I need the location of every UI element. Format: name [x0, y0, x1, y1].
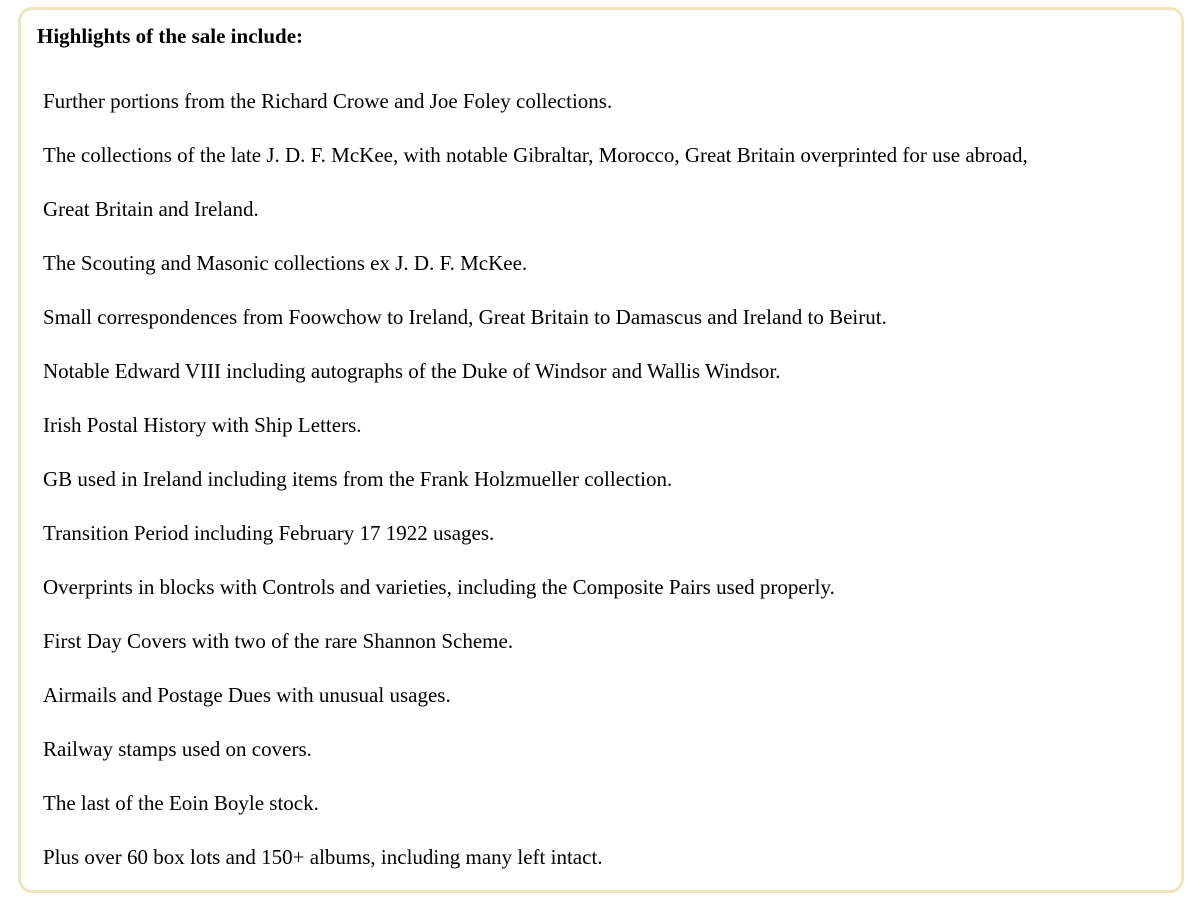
list-item: First Day Covers with two of the rare Shannon Scheme.: [43, 629, 514, 653]
list-item: GB used in Ireland including items from the Frank Holzmueller collection.: [43, 467, 673, 491]
list-item: Notable Edward VIII including autographs of the Duke of Windsor and Wallis Windsor.: [43, 359, 781, 383]
list-item: The collections of the late J. D. F. McKee, with notable Gibraltar, Morocco, Great Britain overprinted for use abroad,: [43, 143, 1028, 167]
list-item: Irish Postal History with Ship Letters.: [43, 413, 362, 437]
list-item: Airmails and Postage Dues with unusual usages.: [43, 683, 451, 707]
list-item: The last of the Eoin Boyle stock.: [43, 791, 319, 815]
highlights-list: [43, 74, 1183, 884]
list-item: Railway stamps used on covers.: [43, 737, 312, 761]
list-item: Overprints in blocks with Controls and varieties, including the Composite Pairs used properly.: [43, 575, 835, 599]
list-item: Great Britain and Ireland.: [43, 197, 259, 221]
list-item: Small correspondences from Foowchow to Ireland, Great Britain to Damascus and Ireland to Beirut.: [43, 305, 887, 329]
list-item: Transition Period including February 17 1922 usages.: [43, 521, 495, 545]
list-item: The Scouting and Masonic collections ex J. D. F. McKee.: [43, 251, 528, 275]
highlights-heading: Highlights of the sale include:: [37, 24, 304, 48]
list-item: Further portions from the Richard Crowe and Joe Foley collections.: [43, 89, 613, 113]
list-item: Plus over 60 box lots and 150+ albums, including many left intact.: [43, 845, 603, 869]
